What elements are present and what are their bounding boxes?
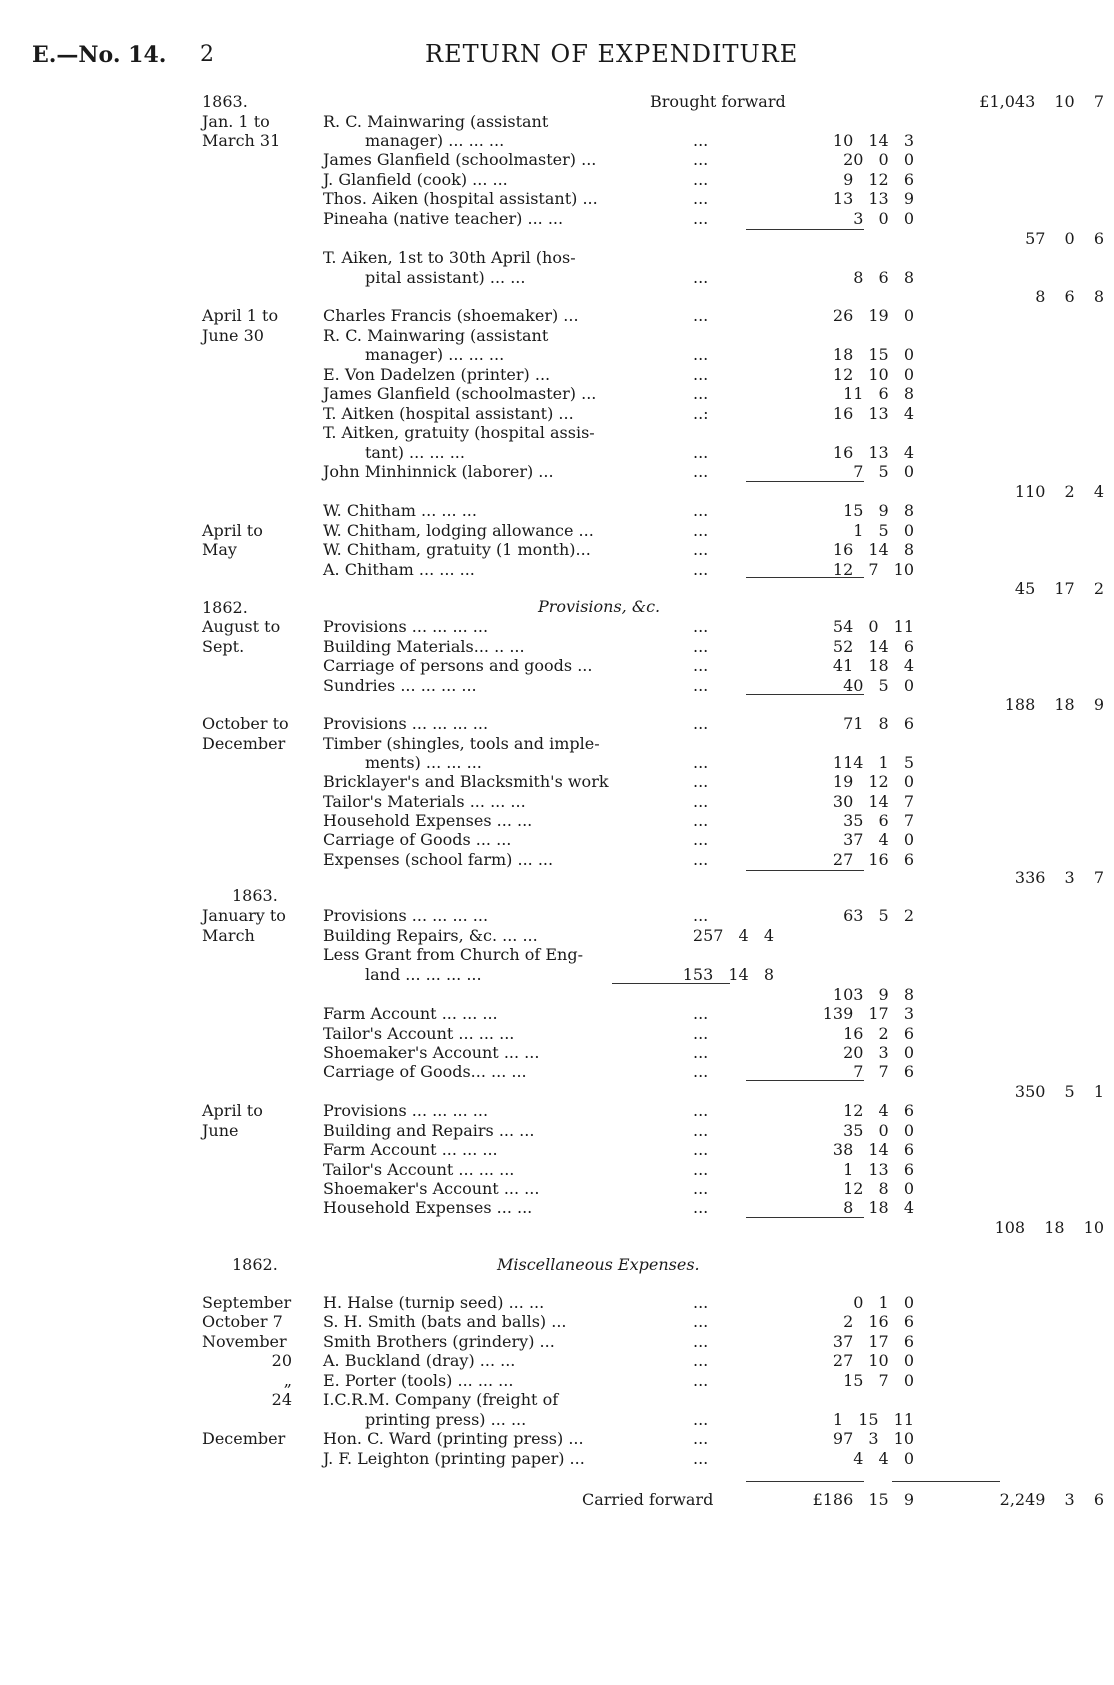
table-row — [0, 1139, 1114, 1160]
row-amount: 9 12 6 — [843, 170, 914, 189]
row-description: E. Von Dadelzen (printer) ... — [323, 365, 551, 384]
row-amount: 20 3 0 — [843, 1043, 914, 1062]
leader-dots: ... — [693, 189, 709, 208]
document-reference: E.—No. 14. — [32, 42, 167, 68]
row-description: E. Porter (tools) ... ... ... — [323, 1371, 514, 1390]
row-date: Sept. — [202, 637, 245, 656]
row-amount: 114 1 5 — [832, 753, 914, 772]
row-description: H. Halse (turnip seed) ... ... — [323, 1293, 545, 1312]
row-description: Carriage of persons and goods ... — [323, 656, 593, 675]
leader-dots: ... — [693, 1121, 709, 1140]
table-row — [0, 461, 1114, 482]
row-description: I.C.R.M. Company (freight of — [323, 1390, 559, 1409]
page-title: RETURN OF EXPENDITURE — [425, 40, 799, 68]
row-date: March 31 — [202, 131, 281, 150]
leader-dots: ... — [693, 560, 709, 579]
row-amount: 27 16 6 — [832, 850, 914, 869]
row-description: Building Repairs, &c. ... ... — [323, 926, 538, 945]
row-description: Charles Francis (shoemaker) ... — [323, 306, 579, 325]
brought-forward-total: £1,043 10 7 — [979, 92, 1104, 111]
row-date: 20 — [271, 1351, 292, 1370]
row-total: 45 17 2 — [1014, 579, 1104, 598]
rule — [746, 1481, 864, 1482]
row-amount: 41 18 4 — [832, 656, 914, 675]
row-date: November — [202, 1332, 287, 1351]
row-date: December — [202, 734, 286, 753]
leader-dots: ... — [693, 617, 709, 636]
leader-dots: ... — [693, 772, 709, 791]
leader-dots: ..: — [693, 404, 709, 423]
row-date: 1862. — [202, 598, 248, 617]
table-row — [0, 713, 1114, 734]
rule — [746, 870, 864, 871]
row-description: T. Aitken (hospital assistant) ... — [323, 404, 574, 423]
row-description: A. Chitham ... ... ... — [323, 560, 475, 579]
table-row — [0, 733, 1114, 754]
brought-forward-label: Brought forward — [650, 92, 786, 111]
row-date: October 7 — [202, 1312, 283, 1331]
table-row — [0, 559, 1114, 580]
row-description: Sundries ... ... ... ... — [323, 676, 477, 695]
row-description: T. Aiken, 1st to 30th April (hos- — [323, 248, 576, 267]
row-description: Household Expenses ... ... — [323, 811, 533, 830]
table-row — [0, 636, 1114, 657]
row-date: 24 — [271, 1390, 292, 1409]
table-row — [0, 111, 1114, 132]
table-row — [0, 1448, 1114, 1469]
leader-dots: ... — [693, 1429, 709, 1448]
rule — [612, 983, 730, 984]
row-description: Bricklayer's and Blacksmith's work — [323, 772, 609, 791]
table-row — [0, 675, 1114, 696]
leader-dots: ... — [693, 1371, 709, 1390]
leader-dots: ... — [693, 1198, 709, 1217]
table-row — [0, 403, 1114, 424]
table-row — [0, 1292, 1114, 1313]
leader-dots: ... — [693, 1312, 709, 1331]
row-description: Carriage of Goods... ... ... — [323, 1062, 527, 1081]
table-row — [0, 810, 1114, 831]
rule — [746, 1217, 864, 1218]
row-date: January to — [202, 906, 286, 925]
table-row — [0, 422, 1114, 443]
leader-dots: ... — [693, 1043, 709, 1062]
table-row — [0, 694, 1114, 715]
row-amount: 139 17 3 — [822, 1004, 914, 1023]
table-row — [0, 1100, 1114, 1121]
rule — [746, 1080, 864, 1081]
row-amount: 97 3 10 — [832, 1429, 914, 1448]
row-amount: 12 8 0 — [843, 1179, 914, 1198]
row-total: 350 5 1 — [1014, 1082, 1104, 1101]
row-amount: 13 13 9 — [832, 189, 914, 208]
row-description: Carriage of Goods ... ... — [323, 830, 512, 849]
row-description: manager) ... ... ... — [365, 345, 505, 364]
row-amount: 0 1 0 — [853, 1293, 914, 1312]
leader-dots: ... — [693, 209, 709, 228]
leader-dots: ... — [693, 1351, 709, 1370]
leader-dots: ... — [693, 656, 709, 675]
leader-dots: ... — [693, 753, 709, 772]
table-row — [0, 228, 1114, 249]
row-description: Tailor's Materials ... ... ... — [323, 792, 526, 811]
row-description: James Glanfield (schoolmaster) ... — [323, 150, 597, 169]
table-row — [0, 325, 1114, 346]
row-amount: 38 14 6 — [832, 1140, 914, 1159]
row-total: 110 2 4 — [1014, 482, 1104, 501]
row-date: March — [202, 926, 255, 945]
row-amount: 11 6 8 — [843, 384, 914, 403]
row-amount: 52 14 6 — [832, 637, 914, 656]
leader-dots: ... — [693, 1062, 709, 1081]
row-total: 57 0 6 — [1025, 229, 1104, 248]
row-date: April to — [202, 1101, 263, 1120]
table-row — [0, 500, 1114, 521]
row-amount: 1 13 6 — [843, 1160, 914, 1179]
row-amount: 16 2 6 — [843, 1024, 914, 1043]
table-row — [0, 364, 1114, 385]
table-row — [0, 905, 1114, 926]
leader-dots: ... — [693, 131, 709, 150]
row-date: August to — [202, 617, 281, 636]
table-row — [0, 1061, 1114, 1082]
rule — [746, 694, 864, 695]
leader-dots: ... — [693, 830, 709, 849]
table-row — [0, 481, 1114, 502]
table-row — [0, 305, 1114, 326]
row-description: pital assistant) ... ... — [365, 268, 526, 287]
table-row — [0, 1159, 1114, 1180]
row-amount: 16 13 4 — [832, 404, 914, 423]
table-row — [0, 1331, 1114, 1352]
row-description: T. Aitken, gratuity (hospital assis- — [323, 423, 595, 442]
row-amount: 37 4 0 — [843, 830, 914, 849]
leader-dots: ... — [693, 501, 709, 520]
table-row — [0, 247, 1114, 268]
row-amount: 103 9 8 — [832, 985, 914, 1004]
leader-dots: ... — [693, 365, 709, 384]
table-row — [0, 442, 1114, 463]
row-amount: 7 5 0 — [853, 462, 914, 481]
table-row — [0, 208, 1114, 229]
row-description: R. C. Mainwaring (assistant — [323, 112, 549, 131]
table-row — [0, 1178, 1114, 1199]
table-row — [0, 1370, 1114, 1391]
row-amount: 15 9 8 — [843, 501, 914, 520]
table-row — [0, 1120, 1114, 1141]
table-row — [0, 944, 1114, 965]
row-amount: 1 5 0 — [853, 521, 914, 540]
row-total: 188 18 9 — [1004, 695, 1104, 714]
leader-dots: ... — [693, 521, 709, 540]
row-description: printing press) ... ... — [365, 1410, 527, 1429]
row-description: manager) ... ... ... — [365, 131, 505, 150]
row-description: Building and Repairs ... ... — [323, 1121, 535, 1140]
table-row — [0, 130, 1114, 151]
row-amount: 19 12 0 — [832, 772, 914, 791]
row-amount: 2 16 6 — [843, 1312, 914, 1331]
table-row — [0, 964, 1114, 985]
row-amount: 1 15 11 — [832, 1410, 914, 1429]
table-row — [0, 1042, 1114, 1063]
row-date: April to — [202, 521, 263, 540]
table-row — [0, 1197, 1114, 1218]
rule — [746, 577, 864, 578]
row-amount: 3 0 0 — [853, 209, 914, 228]
row-date: 1863. — [232, 886, 278, 905]
leader-dots: ... — [693, 170, 709, 189]
row-description: Expenses (school farm) ... ... — [323, 850, 554, 869]
row-sub-amount: 153 14 8 — [682, 965, 774, 984]
row-amount: 12 4 6 — [843, 1101, 914, 1120]
row-total: 336 3 7 — [1014, 868, 1104, 887]
row-date: Jan. 1 to — [202, 112, 270, 131]
row-description: Building Materials... .. ... — [323, 637, 525, 656]
row-date: May — [202, 540, 237, 559]
table-row — [0, 752, 1114, 773]
row-amount: 12 10 0 — [832, 365, 914, 384]
rule — [746, 229, 864, 230]
row-date: June 30 — [202, 326, 264, 345]
row-date: October to — [202, 714, 289, 733]
row-description: Household Expenses ... ... — [323, 1198, 533, 1217]
table-row — [0, 771, 1114, 792]
row-amount: 4 4 0 — [853, 1449, 914, 1468]
row-description: James Glanfield (schoolmaster) ... — [323, 384, 597, 403]
table-row — [0, 169, 1114, 190]
row-description: J. F. Leighton (printing paper) ... — [323, 1449, 585, 1468]
row-amount: 18 15 0 — [832, 345, 914, 364]
leader-dots: ... — [693, 443, 709, 462]
leader-dots: ... — [693, 850, 709, 869]
table-row — [0, 1003, 1114, 1024]
leader-dots: ... — [693, 1332, 709, 1351]
row-description: Thos. Aiken (hospital assistant) ... — [323, 189, 598, 208]
row-description: A. Buckland (dray) ... ... — [323, 1351, 516, 1370]
leader-dots: ... — [693, 150, 709, 169]
table-row — [0, 829, 1114, 850]
table-row — [0, 539, 1114, 560]
row-description: R. C. Mainwaring (assistant — [323, 326, 549, 345]
row-date: June — [202, 1121, 239, 1140]
row-amount: 30 14 7 — [832, 792, 914, 811]
row-total: 108 18 10 — [994, 1218, 1104, 1237]
table-row — [0, 1081, 1114, 1102]
leader-dots: ... — [693, 676, 709, 695]
leader-dots: ... — [693, 1004, 709, 1023]
row-description: Provisions ... ... ... ... — [323, 714, 489, 733]
carried-forward-amount: £186 15 9 — [812, 1490, 914, 1509]
leader-dots: ... — [693, 1449, 709, 1468]
row-description: J. Glanfield (cook) ... ... — [323, 170, 508, 189]
table-row — [0, 616, 1114, 637]
leader-dots: ... — [693, 637, 709, 656]
row-description: ments) ... ... ... — [365, 753, 482, 772]
row-date: September — [202, 1293, 292, 1312]
row-amount: 26 19 0 — [832, 306, 914, 325]
table-row — [0, 1428, 1114, 1449]
row-description: Provisions ... ... ... ... — [323, 617, 489, 636]
leader-dots: ... — [693, 1024, 709, 1043]
leader-dots: ... — [693, 1140, 709, 1159]
table-row — [0, 91, 1114, 112]
row-description: W. Chitham, gratuity (1 month)... — [323, 540, 591, 559]
leader-dots: ... — [693, 384, 709, 403]
leader-dots: ... — [693, 1179, 709, 1198]
row-description: Shoemaker's Account ... ... — [323, 1179, 540, 1198]
row-amount: 7 7 6 — [853, 1062, 914, 1081]
misc-year: 1862. — [232, 1255, 278, 1274]
row-description: Pineaha (native teacher) ... ... — [323, 209, 564, 228]
row-description: Less Grant from Church of Eng- — [323, 945, 583, 964]
table-row — [0, 1389, 1114, 1410]
carried-forward-total: 2,249 3 6 — [999, 1490, 1104, 1509]
row-description: Farm Account ... ... ... — [323, 1004, 498, 1023]
row-amount: 8 6 8 — [853, 268, 914, 287]
row-date: April 1 to — [202, 306, 279, 325]
leader-dots: ... — [693, 462, 709, 481]
row-amount: 35 6 7 — [843, 811, 914, 830]
leader-dots: ... — [693, 1101, 709, 1120]
row-amount: 37 17 6 — [832, 1332, 914, 1351]
table-row — [0, 383, 1114, 404]
row-amount: 16 13 4 — [832, 443, 914, 462]
leader-dots: ... — [693, 306, 709, 325]
table-row — [0, 149, 1114, 170]
row-sub-amount: 257 4 4 — [692, 926, 774, 945]
table-row — [0, 984, 1114, 1005]
row-description: Shoemaker's Account ... ... — [323, 1043, 540, 1062]
leader-dots: ... — [693, 1160, 709, 1179]
table-row — [0, 1311, 1114, 1332]
table-row — [0, 344, 1114, 365]
row-date: 1863. — [202, 92, 248, 111]
row-amount: 20 0 0 — [843, 150, 914, 169]
carried-forward-row — [0, 1489, 1114, 1510]
row-description: tant) ... ... ... — [365, 443, 465, 462]
row-description: S. H. Smith (bats and balls) ... — [323, 1312, 567, 1331]
table-row — [0, 1023, 1114, 1044]
row-description: John Minhinnick (laborer) ... — [323, 462, 554, 481]
table-row — [0, 925, 1114, 946]
table-row — [0, 1350, 1114, 1371]
row-description: Provisions ... ... ... ... — [323, 1101, 489, 1120]
row-amount: 16 14 8 — [832, 540, 914, 559]
row-description: land ... ... ... ... — [365, 965, 482, 984]
row-date: December — [202, 1429, 286, 1448]
row-description: Farm Account ... ... ... — [323, 1140, 498, 1159]
row-amount: 40 5 0 — [843, 676, 914, 695]
leader-dots: ... — [693, 792, 709, 811]
row-description: Provisions ... ... ... ... — [323, 906, 489, 925]
row-description: W. Chitham, lodging allowance ... — [323, 521, 594, 540]
misc-heading: Miscellaneous Expenses. — [497, 1255, 700, 1274]
misc-heading-row — [0, 1254, 1114, 1275]
row-amount: 35 0 0 — [843, 1121, 914, 1140]
leader-dots: ... — [693, 1293, 709, 1312]
row-description: Hon. C. Ward (printing press) ... — [323, 1429, 584, 1448]
row-description: Smith Brothers (grindery) ... — [323, 1332, 555, 1351]
table-row — [0, 520, 1114, 541]
leader-dots: ... — [693, 268, 709, 287]
row-amount: 54 0 11 — [832, 617, 914, 636]
table-row — [0, 885, 1114, 906]
leader-dots: ... — [693, 1410, 709, 1429]
row-total: 8 6 8 — [1035, 287, 1104, 306]
row-amount: 15 7 0 — [843, 1371, 914, 1390]
leader-dots: ... — [693, 811, 709, 830]
row-amount: 27 10 0 — [832, 1351, 914, 1370]
row-amount: 12 7 10 — [832, 560, 914, 579]
row-amount: 71 8 6 — [843, 714, 914, 733]
row-amount: 10 14 3 — [832, 131, 914, 150]
row-description: W. Chitham ... ... ... — [323, 501, 477, 520]
table-row — [0, 1217, 1114, 1238]
leader-dots: ... — [693, 906, 709, 925]
table-row — [0, 1409, 1114, 1430]
leader-dots: ... — [693, 540, 709, 559]
row-description: Tailor's Account ... ... ... — [323, 1160, 515, 1179]
row-amount: 8 18 4 — [843, 1198, 914, 1217]
row-date: „ — [283, 1371, 292, 1390]
table-row — [0, 791, 1114, 812]
section-heading-row — [0, 596, 1114, 617]
table-row — [0, 188, 1114, 209]
table-row — [0, 286, 1114, 307]
carried-forward-label: Carried forward — [582, 1490, 714, 1509]
provisions-heading: Provisions, &c. — [538, 597, 661, 616]
leader-dots: ... — [693, 714, 709, 733]
rule — [746, 481, 864, 482]
row-description: Tailor's Account ... ... ... — [323, 1024, 515, 1043]
row-description: Timber (shingles, tools and imple- — [323, 734, 600, 753]
page-number: 2 — [200, 42, 214, 67]
table-row — [0, 655, 1114, 676]
rule — [892, 1481, 1000, 1482]
table-row — [0, 267, 1114, 288]
row-amount: 63 5 2 — [843, 906, 914, 925]
leader-dots: ... — [693, 345, 709, 364]
